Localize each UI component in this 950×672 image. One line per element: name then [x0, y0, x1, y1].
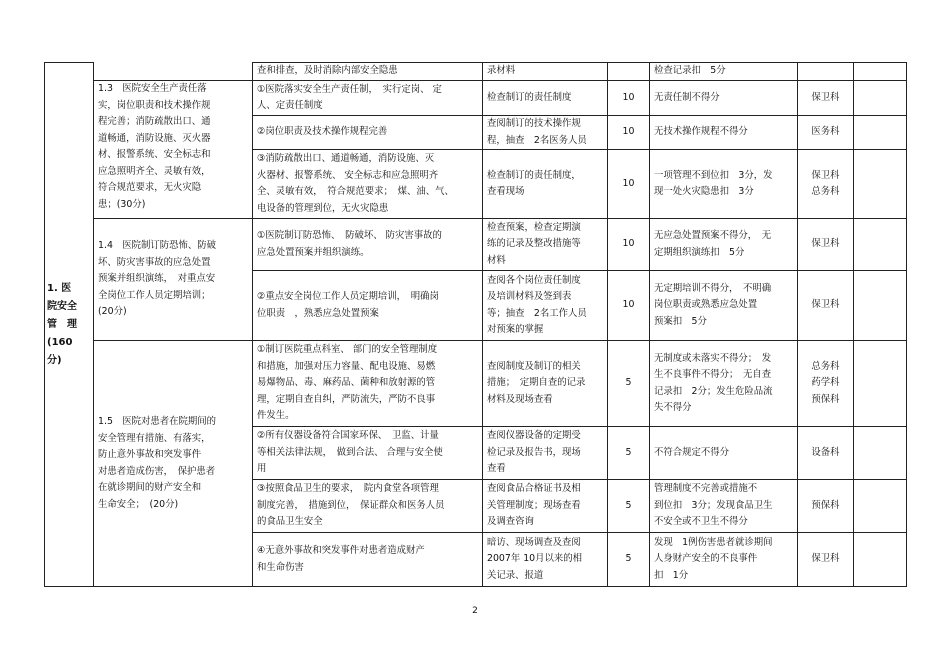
score-cell: 10 [608, 219, 650, 271]
dept-cell: 保卫科 [798, 219, 854, 271]
table-row [45, 341, 907, 427]
method-cell: 检查制订的责任制度 [483, 81, 608, 116]
standard-cell: 无制度或未落实不得分； 发 生不良事件不得分； 无自查 记录扣 2分；发生危险品流 失不得分 [650, 341, 798, 427]
method-cell: 查阅各个岗位责任制度 及培训材料及签到表 等；抽查 2名工作人员 对预案的掌握 [483, 271, 608, 341]
method-cell: 检查预案，检查定期演 练的记录及整改措施等 材料 [483, 219, 608, 271]
score-cell: 10 [608, 150, 650, 219]
method-cell: 查阅制度及制订的相关 措施； 定期自查的记录 材料及现场查看 [483, 341, 608, 427]
standard-cell: 发现 1例伤害患者就诊期间 人身财产安全的不良事件 扣 1分 [650, 533, 798, 587]
dept-cell: 保卫科 总务科 [798, 150, 854, 219]
content-cell: ②重点安全岗位工作人员定期培训， 明确岗 位职责 ，熟悉应急处置预案 [253, 271, 483, 341]
standard-cell: 无责任制不得分 [650, 81, 798, 116]
group-title: 1.3 医院安全生产责任落 实，岗位职责和技术操作规 程完善；消防疏散出口、通 道畅通，消防设施、灭火器 材、报警系统、安全标志和 应急照明齐全、灵敏有效， 符合规范要求，无火灾隐 患；(30分) [94, 81, 253, 219]
standard-cell: 无应急处置预案不得分， 无 定期组织演练扣 5分 [650, 219, 798, 271]
standard-cell: 不符合规定不得分 [650, 427, 798, 480]
dept-cell: 保卫科 [798, 81, 854, 116]
group-title: 1.5 医院对患者在院期间的 安全管理有措施、有落实， 防止意外事故和突发事件 对患者造成伤害， 保护患者 在就诊期间的财产安全和 生命安全； (20分) [94, 341, 253, 587]
table-row [45, 219, 907, 271]
standard-cell: 一项管理不到位扣 3分，发 现一处火灾隐患扣 3分 [650, 150, 798, 219]
content-cell: ②所有仪器设备符合国家环保、 卫监、计量 等相关法律法规， 做到合法、 合理与安全使 用 [253, 427, 483, 480]
content-cell: ①医院制订防恐怖、 防破坏、 防灾害事故的 应急处置预案并组织演练。 [253, 219, 483, 271]
content-cell: ③消防疏散出口、通道畅通，消防设施、灭 火器材、报警系统、 安全标志和应急照明齐 全、灵敏有效， 符合规范要求； 煤、油、气、 电设备的管理到位，无火灾隐患 [253, 150, 483, 219]
standard-cell: 管理制度不完善或措施不 到位扣 3分；发现食品卫生 不安全或不卫生不得分 [650, 480, 798, 533]
method-cell: 暗访、现场调查及查阅 2007年 10月以来的相 关记录、报道 [483, 533, 608, 587]
content-cell: ①医院落实安全生产责任制， 实行定岗、 定 人、定责任制度 [253, 81, 483, 116]
continuation-row [45, 63, 907, 81]
dept-cell: 保卫科 [798, 533, 854, 587]
standard-cell: 无定期培训不得分， 不明确 岗位职责或熟悉应急处置 预案扣 5分 [650, 271, 798, 341]
dept-cell: 总务科 药学科 预保科 [798, 341, 854, 427]
method-cell: 查阅食品合格证书及相 关管理制度；现场查看 及调查咨询 [483, 480, 608, 533]
content-cell: 查和排查，及时消除内部安全隐患 [253, 63, 483, 81]
content-cell: ④无意外事故和突发事件对患者造成财产 和生命伤害 [253, 533, 483, 587]
score-cell: 10 [608, 271, 650, 341]
method-cell: 查阅仪器设备的定期受 检记录及报告书，现场 查看 [483, 427, 608, 480]
content-cell: ③按照食品卫生的要求， 院内食堂各项管理 制度完善， 措施到位， 保证群众和医务人员 的食品卫生安全 [253, 480, 483, 533]
score-cell: 5 [608, 480, 650, 533]
method-cell: 查阅制订的技术操作规 程，抽查 2名医务人员 [483, 116, 608, 150]
standard-cell: 检查记录扣 5分 [650, 63, 798, 81]
score-cell: 10 [608, 116, 650, 150]
evaluation-table [44, 62, 907, 587]
dept-cell: 医务科 [798, 116, 854, 150]
score-cell: 5 [608, 533, 650, 587]
standard-cell: 无技术操作规程不得分 [650, 116, 798, 150]
page-number: 2 [472, 606, 478, 616]
dept-cell: 保卫科 [798, 271, 854, 341]
score-cell: 10 [608, 81, 650, 116]
method-cell: 检查制订的责任制度， 查看现场 [483, 150, 608, 219]
content-cell: ①制订医院重点科室、 部门的安全管理制度 和措施，加强对压力容量、配电设施、易燃 易爆物品、毒、麻药品、菌种和放射源的管 理，定期自查自纠，严防流失，严防不良事 件发生。 [253, 341, 483, 427]
group-title: 1.4 医院制订防恐怖、防破 坏、防灾害事故的应急处置 预案并组织演练， 对重点安 全岗位工作人员定期培训； (20分) [94, 219, 253, 341]
content-cell: ②岗位职责及技术操作规程完善 [253, 116, 483, 150]
score-cell: 5 [608, 341, 650, 427]
dept-cell: 设备科 [798, 427, 854, 480]
score-cell: 5 [608, 427, 650, 480]
dept-cell: 预保科 [798, 480, 854, 533]
category-cell: 1. 医 院安全 管 理 (160 分) [45, 63, 94, 587]
method-cell: 录材料 [483, 63, 608, 81]
table-row [45, 81, 907, 116]
